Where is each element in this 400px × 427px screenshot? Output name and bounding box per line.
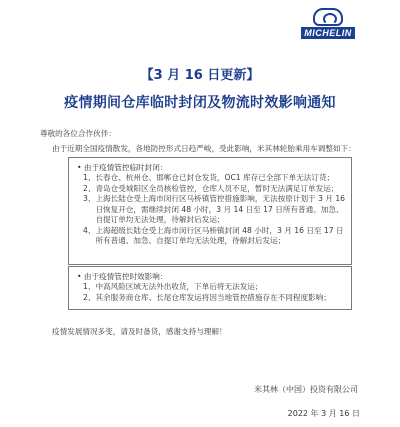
- item-number: 2、: [83, 292, 96, 302]
- delay-heading: • 由于疫情管控时效影响：: [77, 271, 345, 282]
- item-text: 中高风险区域无法外出收货，下单后将无法发运；: [95, 282, 263, 291]
- item-number: 2、: [83, 183, 96, 193]
- michelin-logo: [296, 8, 360, 42]
- delay-box: [68, 266, 352, 310]
- list-item: [77, 226, 345, 247]
- issue-date: 2022 年 3 月 16 日: [287, 409, 360, 418]
- item-number: 3、: [83, 194, 96, 203]
- brand-wordmark: MICHELIN: [301, 27, 355, 39]
- list-item: [77, 173, 345, 184]
- signer: 米其林（中国）投资有限公司: [254, 385, 358, 394]
- intro-paragraph: 由于近期全国疫情散发，各地防控形式日趋严峻，受此影响，米其林轮胎乘用车调整如下：: [52, 144, 356, 153]
- list-item: [77, 194, 345, 226]
- closing-remark: 疫情发展情况多变，请及时备货，感谢支持与理解！: [52, 327, 227, 336]
- item-text: 青岛仓受城阳区全员核检管控，仓库人员不足，暂时无法满足订单发运；: [95, 183, 339, 193]
- item-number: 4、: [83, 225, 96, 235]
- bibendum-icon: [313, 8, 343, 26]
- item-text: 长春仓、杭州仓、邯郸仓已封仓发货，OC1 库存已全部下单无法订货；: [95, 173, 335, 182]
- notice-title: 疫情期间仓库临时封闭及物流时效影响通知: [64, 95, 336, 111]
- list-item: [77, 293, 345, 304]
- closure-heading: • 由于疫情管控临时封闭：: [77, 162, 345, 173]
- update-tag: 【3 月 16 日更新】: [140, 68, 260, 83]
- list-item: [77, 282, 345, 293]
- item-number: 1、: [83, 173, 96, 182]
- list-item: [77, 184, 345, 195]
- item-number: 1、: [83, 282, 96, 291]
- item-text: 其余服务商仓库、长尾仓库发运将因当地管控措施存在不同程度影响；: [95, 292, 331, 302]
- item-text: 上海超级长陆仓受上海市闵行区马桥镇封闭 48 小时，3 月 16 日至 17 日所有普通、加急、自提订单均无法处理，待解封后发运；: [95, 225, 344, 245]
- greeting: 尊敬的各位合作伙伴：: [40, 129, 116, 138]
- item-text: 上海长陆仓受上海市闵行区马桥镇管控措施影响，无法按原计划于 3 月 16 日恢复开仓，需继续封闭 48 小时，3 月 14 日至 17 日所有普通、加急、自提订单均无法处理，待解封后发运；: [95, 194, 345, 224]
- closure-box: [68, 157, 352, 265]
